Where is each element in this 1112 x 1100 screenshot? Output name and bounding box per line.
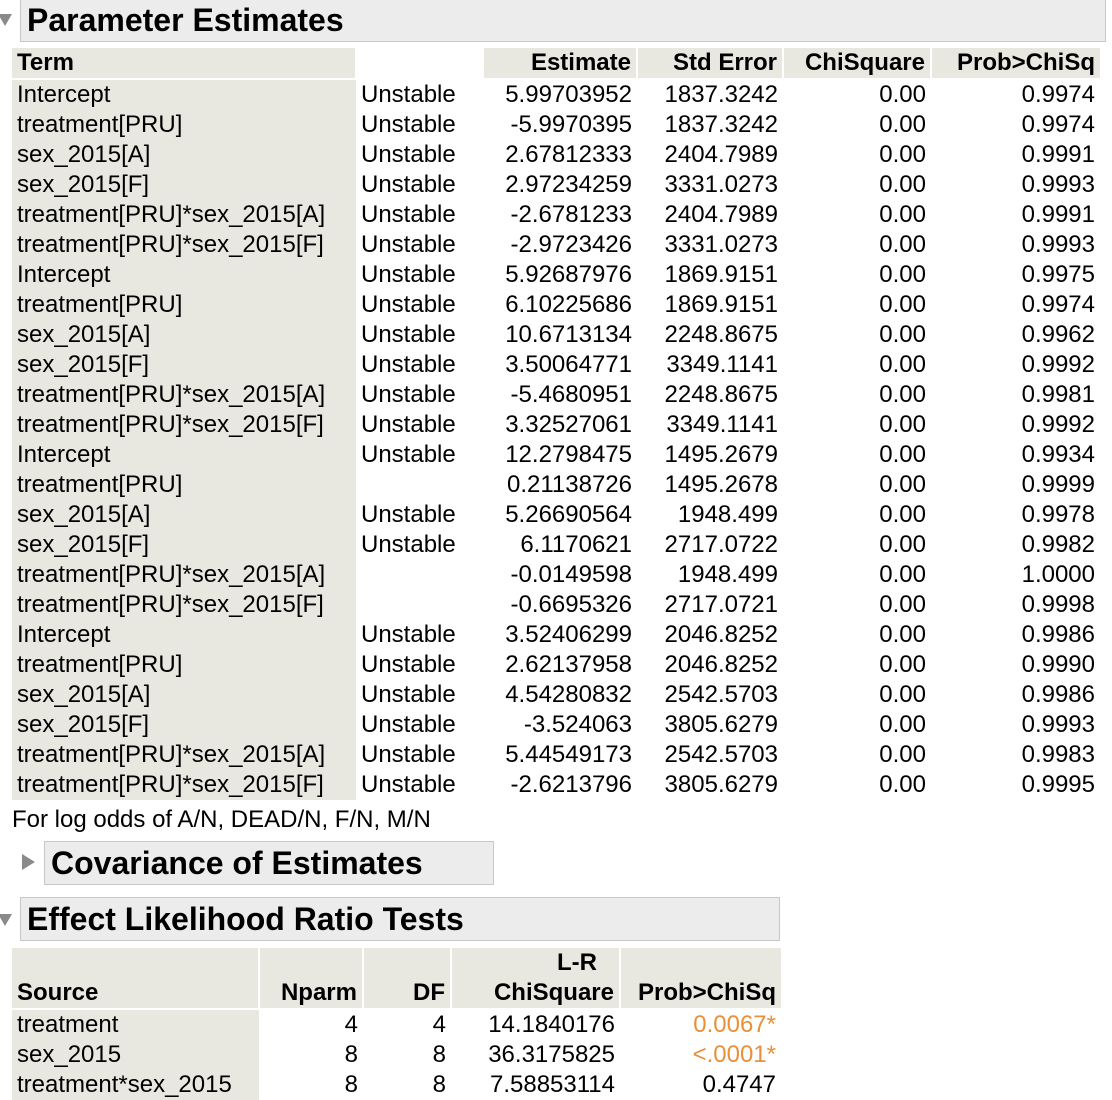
- lr-chisquare-cell: 14.1840176: [488, 1011, 615, 1038]
- estimate-cell: -5.4680951: [510, 381, 632, 408]
- term-cell: treatment[PRU]*sex_2015[A]: [12, 380, 356, 410]
- term-cell: Intercept: [12, 79, 356, 110]
- table-row: [12, 230, 1100, 260]
- parameter-estimates-title: Parameter Estimates: [27, 1, 344, 38]
- prob-cell: 0.9993: [1021, 171, 1095, 198]
- chisquare-cell: 0.00: [879, 501, 926, 528]
- flag-cell: Unstable: [361, 321, 456, 348]
- std-error-cell: 2046.8252: [664, 651, 778, 678]
- estimate-cell: 2.67812333: [505, 141, 632, 168]
- chisquare-cell: 0.00: [879, 261, 926, 288]
- chisquare-cell: 0.00: [879, 471, 926, 498]
- prob-cell: 0.9991: [1021, 141, 1095, 168]
- estimate-cell: -2.6781233: [510, 201, 632, 228]
- chisquare-cell: 0.00: [879, 111, 926, 138]
- chisquare-cell: 0.00: [879, 291, 926, 318]
- std-error-cell: 3349.1141: [666, 411, 778, 438]
- expand-covariance-icon[interactable]: [22, 854, 35, 870]
- chisquare-cell: 0.00: [879, 711, 926, 738]
- estimate-cell: 12.2798475: [505, 441, 632, 468]
- flag-cell: Unstable: [361, 411, 456, 438]
- flag-cell: Unstable: [361, 741, 456, 768]
- effect-tests-title: Effect Likelihood Ratio Tests: [27, 900, 464, 937]
- table-row: [12, 530, 1100, 560]
- prob-cell: 0.9990: [1021, 651, 1095, 678]
- flag-cell: Unstable: [361, 651, 456, 678]
- estimate-cell: 3.50064771: [505, 351, 632, 378]
- term-cell: treatment[PRU]: [12, 650, 356, 680]
- estimate-cell: -2.6213796: [510, 771, 632, 798]
- chisquare-cell: 0.00: [879, 741, 926, 768]
- std-error-cell: 2248.8675: [664, 381, 778, 408]
- chisquare-cell: 0.00: [879, 681, 926, 708]
- flag-cell: Unstable: [361, 141, 456, 168]
- collapse-parameter-estimates-icon[interactable]: [0, 14, 12, 26]
- term-cell: treatment[PRU]: [12, 470, 356, 500]
- estimate-cell: 6.1170621: [520, 531, 632, 558]
- term-cell: sex_2015[F]: [12, 170, 356, 200]
- chisquare-cell: 0.00: [879, 321, 926, 348]
- table-row: [12, 500, 1100, 530]
- term-cell: treatment[PRU]*sex_2015[A]: [12, 200, 356, 230]
- std-error-cell: 3805.6279: [664, 771, 778, 798]
- term-cell: sex_2015[A]: [12, 500, 356, 530]
- std-error-cell: 1495.2678: [664, 471, 778, 498]
- effect-header-spacer: [259, 948, 363, 978]
- flag-cell: Unstable: [361, 441, 456, 468]
- table-row: [12, 79, 1100, 110]
- std-error-cell: 2542.5703: [664, 681, 778, 708]
- flag-cell: Unstable: [361, 381, 456, 408]
- source-cell: treatment*sex_2015: [12, 1070, 259, 1100]
- term-cell: sex_2015[A]: [12, 140, 356, 170]
- chisquare-cell: 0.00: [879, 141, 926, 168]
- std-error-cell: 3349.1141: [666, 351, 778, 378]
- estimate-cell: 0.21138726: [506, 471, 632, 498]
- col-estimate-header: Estimate: [483, 48, 637, 79]
- estimate-cell: 10.6713134: [505, 321, 632, 348]
- estimate-cell: 2.97234259: [505, 171, 632, 198]
- covariance-title: Covariance of Estimates: [51, 844, 423, 881]
- term-cell: treatment[PRU]*sex_2015[A]: [12, 740, 356, 770]
- col-nparm-header: Nparm: [259, 978, 363, 1009]
- nparm-cell: 8: [344, 1041, 358, 1068]
- table-row: [12, 380, 1100, 410]
- term-cell: sex_2015[A]: [12, 680, 356, 710]
- effect-header-spacer: [363, 948, 451, 978]
- flag-cell: Unstable: [361, 621, 456, 648]
- std-error-cell: 1837.3242: [664, 81, 778, 108]
- prob-cell: 0.9993: [1021, 231, 1095, 258]
- flag-cell: [356, 470, 483, 500]
- chisquare-cell: 0.00: [879, 591, 926, 618]
- df-cell: 8: [432, 1041, 446, 1068]
- std-error-cell: 2248.8675: [664, 321, 778, 348]
- prob-cell: 0.9983: [1021, 741, 1095, 768]
- col-df-header: DF: [363, 978, 451, 1009]
- term-cell: sex_2015[F]: [12, 530, 356, 560]
- flag-cell: Unstable: [361, 171, 456, 198]
- prob-cell: 0.9992: [1021, 351, 1095, 378]
- term-cell: treatment[PRU]*sex_2015[F]: [12, 410, 356, 440]
- covariance-header[interactable]: [44, 841, 494, 885]
- std-error-cell: 3805.6279: [664, 711, 778, 738]
- std-error-cell: 2717.0721: [664, 591, 778, 618]
- estimate-cell: 2.62137958: [505, 651, 632, 678]
- std-error-cell: 2404.7989: [664, 141, 778, 168]
- flag-cell: Unstable: [361, 291, 456, 318]
- prob-cell: 0.9995: [1021, 771, 1095, 798]
- estimate-cell: 4.54280832: [505, 681, 632, 708]
- table-row: [12, 1070, 781, 1100]
- nparm-cell: 8: [344, 1071, 358, 1098]
- chisquare-cell: 0.00: [879, 381, 926, 408]
- flag-cell: Unstable: [361, 501, 456, 528]
- prob-cell: 0.9975: [1021, 261, 1095, 288]
- prob-cell: 0.9999: [1021, 471, 1095, 498]
- chisquare-cell: 0.00: [879, 351, 926, 378]
- chisquare-cell: 0.00: [879, 621, 926, 648]
- chisquare-cell: 0.00: [879, 81, 926, 108]
- flag-cell: Unstable: [361, 231, 456, 258]
- source-cell: treatment: [12, 1009, 259, 1040]
- table-row: [12, 590, 1100, 620]
- chisquare-cell: 0.00: [879, 231, 926, 258]
- table-row: [12, 290, 1100, 320]
- effect-prob-cell: <.0001*: [692, 1041, 776, 1068]
- chisquare-cell: 0.00: [879, 771, 926, 798]
- effect-tests-header[interactable]: [20, 897, 780, 941]
- df-cell: 8: [432, 1071, 446, 1098]
- std-error-cell: 1948.499: [677, 501, 778, 528]
- effect-tests-table: [12, 948, 781, 1100]
- flag-cell: Unstable: [361, 351, 456, 378]
- term-cell: sex_2015[F]: [12, 350, 356, 380]
- term-cell: treatment[PRU]: [12, 290, 356, 320]
- prob-cell: 0.9934: [1021, 441, 1095, 468]
- prob-cell: 0.9998: [1021, 591, 1095, 618]
- std-error-cell: 2542.5703: [664, 741, 778, 768]
- chisquare-cell: 0.00: [879, 561, 926, 588]
- prob-cell: 0.9982: [1021, 531, 1095, 558]
- estimate-cell: 6.10225686: [505, 291, 632, 318]
- col-prob-header: Prob>ChiSq: [931, 48, 1100, 79]
- col-source-header: Source: [12, 978, 259, 1009]
- col-term-header: Term: [12, 48, 356, 79]
- flag-cell: [356, 590, 483, 620]
- table-row: [12, 200, 1100, 230]
- table-row: [12, 770, 1100, 800]
- col-flag-header: [356, 48, 483, 79]
- table-row: [12, 470, 1100, 500]
- term-cell: treatment[PRU]*sex_2015[A]: [12, 560, 356, 590]
- chisquare-cell: 0.00: [879, 531, 926, 558]
- table-row: [12, 560, 1100, 590]
- chisquare-cell: 0.00: [879, 201, 926, 228]
- prob-cell: 0.9962: [1021, 321, 1095, 348]
- parameter-estimates-table: [12, 48, 1100, 800]
- std-error-cell: 1869.9151: [664, 261, 778, 288]
- table-row: [12, 1040, 781, 1070]
- estimate-cell: -5.9970395: [510, 111, 632, 138]
- flag-cell: [356, 560, 483, 590]
- nparm-cell: 4: [344, 1011, 358, 1038]
- chisquare-cell: 0.00: [879, 441, 926, 468]
- footnote: For log odds of A/N, DEAD/N, F/N, M/N: [12, 806, 431, 833]
- source-cell: sex_2015: [12, 1040, 259, 1070]
- estimate-cell: -3.524063: [523, 711, 632, 738]
- table-row: [12, 260, 1100, 290]
- term-cell: sex_2015[F]: [12, 710, 356, 740]
- prob-cell: 0.9986: [1021, 621, 1095, 648]
- table-row: [12, 650, 1100, 680]
- effect-header-spacer: [12, 948, 259, 978]
- std-error-cell: 2046.8252: [664, 621, 778, 648]
- table-row: [12, 740, 1100, 770]
- parameter-estimates-header[interactable]: [20, 0, 1106, 42]
- lr-chisquare-cell: 7.58853114: [489, 1071, 615, 1098]
- term-cell: treatment[PRU]: [12, 110, 356, 140]
- prob-cell: 0.9981: [1021, 381, 1095, 408]
- col-lr-top-header: L-R: [451, 948, 620, 978]
- collapse-effect-tests-icon[interactable]: [0, 914, 12, 926]
- std-error-cell: 2404.7989: [664, 201, 778, 228]
- estimate-cell: 5.92687976: [505, 261, 632, 288]
- table-row: [12, 410, 1100, 440]
- term-cell: Intercept: [12, 260, 356, 290]
- table-row: [12, 680, 1100, 710]
- table-row: [12, 320, 1100, 350]
- std-error-cell: 1837.3242: [664, 111, 778, 138]
- estimate-cell: -0.6695326: [510, 591, 632, 618]
- flag-cell: Unstable: [361, 201, 456, 228]
- col-chisquare-header: ChiSquare: [783, 48, 931, 79]
- estimate-cell: 3.52406299: [505, 621, 632, 648]
- lr-chisquare-cell: 36.3175825: [488, 1041, 615, 1068]
- std-error-cell: 2717.0722: [664, 531, 778, 558]
- prob-cell: 0.9974: [1021, 111, 1095, 138]
- prob-cell: 0.9974: [1021, 81, 1095, 108]
- flag-cell: Unstable: [361, 111, 456, 138]
- effect-prob-cell: 0.4747: [702, 1071, 776, 1098]
- df-cell: 4: [432, 1011, 446, 1038]
- flag-cell: Unstable: [361, 711, 456, 738]
- term-cell: Intercept: [12, 440, 356, 470]
- col-effect-prob-header: Prob>ChiSq: [620, 978, 781, 1009]
- table-row: [12, 620, 1100, 650]
- prob-cell: 0.9991: [1021, 201, 1095, 228]
- flag-cell: Unstable: [361, 771, 456, 798]
- estimate-cell: 5.44549173: [505, 741, 632, 768]
- table-row: [12, 140, 1100, 170]
- chisquare-cell: 0.00: [879, 651, 926, 678]
- std-error-cell: 1869.9151: [664, 291, 778, 318]
- std-error-cell: 1948.499: [677, 561, 778, 588]
- prob-cell: 0.9974: [1021, 291, 1095, 318]
- term-cell: treatment[PRU]*sex_2015[F]: [12, 590, 356, 620]
- table-row: [12, 1009, 781, 1040]
- flag-cell: Unstable: [361, 681, 456, 708]
- flag-cell: Unstable: [361, 261, 456, 288]
- effect-prob-cell: 0.0067*: [693, 1011, 776, 1038]
- prob-cell: 1.0000: [1021, 561, 1095, 588]
- table-row: [12, 440, 1100, 470]
- chisquare-cell: 0.00: [879, 411, 926, 438]
- estimate-cell: 5.99703952: [505, 81, 632, 108]
- estimate-cell: -2.9723426: [510, 231, 632, 258]
- prob-cell: 0.9978: [1021, 501, 1095, 528]
- col-std-error-header: Std Error: [637, 48, 783, 79]
- prob-cell: 0.9993: [1021, 711, 1095, 738]
- chisquare-cell: 0.00: [879, 171, 926, 198]
- table-row: [12, 110, 1100, 140]
- term-cell: sex_2015[A]: [12, 320, 356, 350]
- prob-cell: 0.9992: [1021, 411, 1095, 438]
- flag-cell: Unstable: [361, 81, 456, 108]
- table-row: [12, 350, 1100, 380]
- effect-header-spacer: [620, 948, 781, 978]
- term-cell: treatment[PRU]*sex_2015[F]: [12, 770, 356, 800]
- table-row: [12, 710, 1100, 740]
- flag-cell: Unstable: [361, 531, 456, 558]
- estimate-cell: 3.32527061: [505, 411, 632, 438]
- col-lr-chisquare-header: ChiSquare: [451, 978, 620, 1009]
- std-error-cell: 3331.0273: [664, 171, 778, 198]
- table-row: [12, 170, 1100, 200]
- estimate-cell: -0.0149598: [510, 561, 632, 588]
- prob-cell: 0.9986: [1021, 681, 1095, 708]
- std-error-cell: 3331.0273: [664, 231, 778, 258]
- std-error-cell: 1495.2679: [664, 441, 778, 468]
- term-cell: Intercept: [12, 620, 356, 650]
- term-cell: treatment[PRU]*sex_2015[F]: [12, 230, 356, 260]
- estimate-cell: 5.26690564: [505, 501, 632, 528]
